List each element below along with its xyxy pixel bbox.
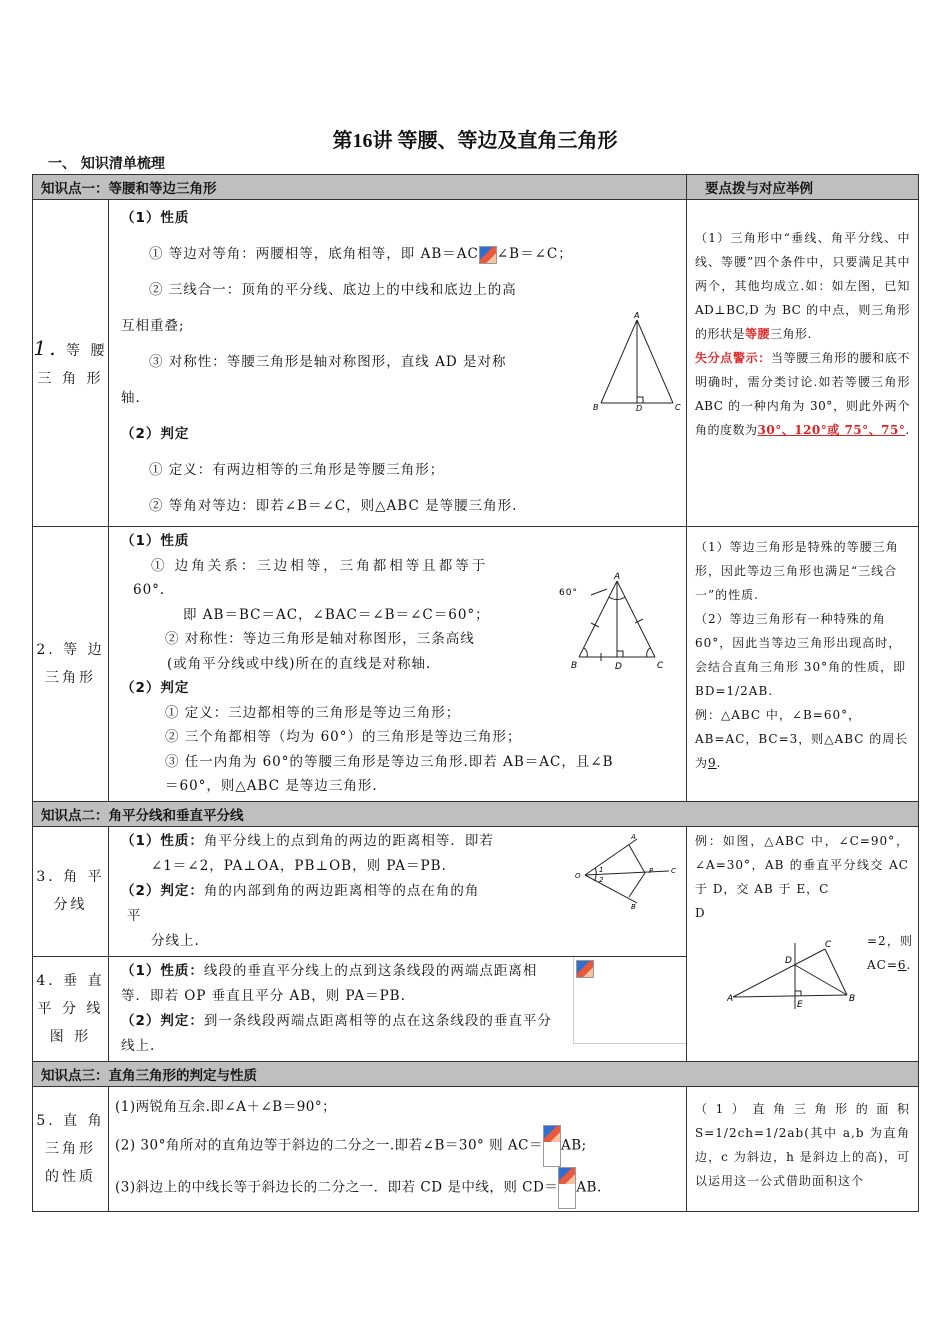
bisector-oc: [585, 871, 669, 875]
label-b: B: [571, 661, 579, 671]
label-a: A: [634, 311, 641, 320]
row3-l5: 分线上.: [151, 932, 200, 949]
header-right: 要点拨与对应举例: [687, 175, 919, 200]
label-60: 60°: [559, 588, 578, 598]
row1-l8: ① 定义：有两边相等的三角形是等腰三角形；: [149, 462, 445, 478]
side-ac: [733, 949, 825, 997]
row4-l2: 到一条线段两端点距离相等的点在这条线段的垂直平分线上.: [121, 1012, 552, 1054]
row2-l7: （2）判定: [121, 680, 190, 696]
row2-side-a: （1）等边三角形是特殊的等腰三角形，因此等边三角形也满足“三线合一”的性质.: [695, 540, 899, 602]
isosceles-triangle-figure: [587, 310, 687, 414]
label-c: C: [675, 403, 682, 412]
row2-label: 2. 等 边 三角形: [33, 527, 109, 802]
row3-l2: ∠1＝∠2，PA⊥OA，PB⊥OB，则 PA＝PB.: [151, 857, 447, 874]
label-d: D: [615, 662, 623, 671]
label-2: 2: [599, 875, 605, 884]
row1-content: [109, 200, 687, 527]
row2-l5: ② 对称性：等边三角形是轴对称图形，三条高线: [165, 631, 475, 647]
row2-l3: 60°.: [133, 582, 166, 598]
row1-side-a: （1）三角形中“垂线、角平分线、中线、等腰”四个条件中，只要满足其中两个，其他均成立.如：如左图，已知 AD⊥BC,D 为 BC 的中点，则三角形的形状是: [695, 231, 910, 341]
equilateral-triangle-figure: [551, 571, 677, 671]
label-e: E: [797, 999, 804, 1009]
ray-ob: [585, 875, 637, 903]
header-row-1: [33, 175, 919, 200]
angle-bisector-figure: [569, 831, 679, 911]
row3-l3: 角的内部到角的两边距离相等的点在角的角: [203, 882, 480, 899]
row4-content: [109, 956, 687, 1061]
row1-l6: 轴.: [121, 390, 141, 406]
warning-label: 失分点警示：: [695, 351, 771, 365]
image-placeholder-icon: [558, 1167, 576, 1209]
label-d: D: [636, 404, 644, 413]
row-isosceles: [33, 200, 919, 527]
row2-side-b: （2）等边三角形有一种特殊的角 60°，因此当等边三角形出现高时，会结合直角三角形 30°角的性质，即 BD=1/2AB.: [695, 612, 907, 698]
knowledge-table: [32, 174, 919, 1212]
row5-label: 5. 直 角 三角形 的性质: [33, 1086, 109, 1211]
label-c: C: [825, 939, 833, 950]
row4-l1: 线段的垂直平分线上的点到这条线段的两端点距离相等．即若 OP 垂直且平分 AB，则 PA＝PB.: [121, 962, 538, 1004]
db: [795, 965, 847, 995]
image-placeholder-icon: [576, 960, 594, 978]
side34-e: .: [906, 957, 912, 972]
pb: [629, 873, 645, 897]
right-angle-mark: [795, 991, 801, 996]
row2-side-ans: 9: [708, 756, 717, 770]
row2-side: [687, 527, 919, 802]
row2-l11: ＝60°，则△ABC 是等边三角形.: [165, 778, 378, 794]
row1-side-b: 三角形.: [770, 327, 812, 341]
row1-label: [33, 200, 109, 527]
row5-l2a: (2) 30°角所对的直角边等于斜边的二分之一.即若∠B＝30° 则 AC＝: [115, 1137, 543, 1153]
row3-l1: 角平分线上的点到角的两边的距离相等．即若: [203, 832, 494, 849]
tick-ab: [591, 623, 599, 627]
side-ac: [617, 581, 655, 657]
section-heading: 一、 知识清单梳理: [48, 156, 165, 172]
label-p: P: [649, 866, 655, 875]
side-ab: [601, 320, 637, 403]
side34-ans: 6: [897, 957, 907, 972]
row3-label: 3. 角 平 分线: [33, 826, 109, 956]
image-placeholder-icon: [543, 1125, 561, 1167]
row4-l2b: （2）判定：: [121, 1012, 204, 1029]
right-angle-mark: [637, 397, 643, 403]
image-placeholder-icon: [479, 246, 497, 264]
row2-side-c: 例：△ABC 中，∠B=60°，AB=AC，BC=3，则△ABC 的周长为: [695, 708, 909, 770]
row5-l2b: AB;: [560, 1137, 587, 1153]
row1-l9: ② 等角对等边：即若∠B＝∠C，则△ABC 是等腰三角形.: [149, 498, 518, 514]
row3-l3b: （2）判定：: [121, 882, 204, 899]
side34-a: 例：如图，△ABC 中，∠C=90°，∠A=30°，AB 的垂直平分线交 AC 于 D，交 AB 于 E，C: [695, 833, 909, 896]
image-frame: [573, 957, 686, 1044]
row34-side: [687, 826, 919, 1061]
label-1: 1: [599, 865, 605, 874]
row2-l4: 即 AB＝BC＝AC，∠BAC＝∠B＝∠C＝60°；: [183, 606, 490, 623]
label-o: O: [575, 871, 582, 880]
label-b: B: [631, 902, 637, 911]
row1-l2a: ① 等边对等角：两腰相等，底角相等，即 AB＝AC: [149, 246, 479, 262]
row1-side-red2: 30°、120°或 75°、75°: [757, 423, 906, 437]
row2-l10: ③ 任一内角为 60°的等腰三角形是等边三角形.即若 AB＝AC，且∠B: [165, 753, 614, 770]
label-b: B: [849, 993, 857, 1004]
row5-l1: (1)两锐角互余.即∠A＋∠B＝90°；: [115, 1098, 337, 1115]
row2-l1: （1）性质: [121, 533, 190, 549]
row3-l4: 平: [127, 907, 142, 924]
side34-d: D: [695, 905, 706, 920]
row2-l6: (或角平分线或中线)所在的直线是对称轴.: [167, 655, 432, 672]
row1-label-text: 等 腰 三 角 形: [37, 342, 108, 387]
row1-side: [687, 200, 919, 527]
side-ac: [637, 320, 673, 403]
perpendicular-bisector-figure: [727, 939, 865, 1009]
row2-l2: ① 边角关系：三边相等，三角都相等且都等于: [151, 557, 489, 574]
label-a: A: [614, 572, 622, 582]
header-2: 知识点二：角平分线和垂直平分线: [33, 801, 919, 826]
row1-l3: ② 三线合一：顶角的平分线、底边上的中线和底边上的高: [149, 282, 517, 298]
header-row-2: [33, 801, 919, 826]
row1-side-d: .: [905, 423, 910, 437]
label-c: C: [671, 866, 677, 875]
row1-l2b: ∠B＝∠C；: [496, 246, 573, 262]
angle-arc-c: [647, 648, 650, 657]
row-equilateral: [33, 527, 919, 802]
row5-l3b: AB.: [576, 1179, 602, 1195]
row-angle-bisector: [33, 826, 919, 956]
header-3: 知识点三：直角三角形的判定与性质: [33, 1061, 919, 1086]
ray-oa: [585, 839, 637, 875]
row1-side-c: 当等腰三角形的腰和底不明确时，需分类讨论.如若等腰三角形 ABC 的一种内角为 30°，则此外两个角的度数为: [695, 351, 910, 437]
row4-l1b: （1）性质：: [121, 962, 204, 979]
label-d: D: [785, 955, 793, 966]
row1-label-num: 1.: [33, 335, 59, 360]
row5-side: （1）直角三角形的面积 S=1/2ch=1/2ab(其中 a,b 为直角边，c 为斜边，h 是斜边上的高)，可以运用这一公式借助面积这个: [687, 1086, 919, 1211]
row2-l8: ① 定义：三边都相等的三角形是等边三角形；: [165, 704, 461, 721]
row-right-triangle: [33, 1086, 919, 1211]
row2-content: [109, 527, 687, 802]
row5-l3a: (3)斜边上的中线长等于斜边长的二分之一．即若 CD 是中线，则 CD＝: [115, 1179, 559, 1195]
label-a: A: [631, 832, 637, 841]
side-ab: [733, 995, 847, 997]
angle-2: [594, 875, 596, 881]
angle-1: [595, 868, 596, 875]
row1-side-red1: 等腰: [745, 327, 771, 341]
row1-l7: （2）判定: [121, 426, 190, 442]
header-left: 知识点一：等腰和等边三角形: [33, 175, 687, 200]
row2-side-d: .: [716, 756, 722, 770]
row1-l5: ③ 对称性：等腰三角形是轴对称图形，直线 AD 是对称: [149, 354, 507, 370]
row1-l1: （1）性质: [121, 210, 190, 226]
page-title: 第16讲 等腰、等边及直角三角形: [332, 130, 618, 152]
row1-l4: 互相重叠;: [121, 318, 185, 334]
row4-label: 4. 垂 直 平 分 线 图 形: [33, 956, 109, 1061]
header-row-3: [33, 1061, 919, 1086]
pa: [629, 845, 645, 873]
label-a: A: [727, 993, 735, 1004]
row2-l9: ② 三个角都相等（均为 60°）的三角形是等边三角形；: [165, 729, 522, 745]
row5-content: [109, 1086, 687, 1211]
angle-arc-b: [584, 648, 587, 657]
label-b: B: [593, 403, 600, 412]
row3-l1b: （1）性质：: [121, 832, 204, 849]
right-angle-mark: [617, 651, 623, 657]
side34-b: =2，则 AC=: [867, 933, 913, 972]
angle-arrow: [591, 589, 607, 595]
row3-content: [109, 826, 687, 956]
label-c: C: [657, 661, 665, 671]
